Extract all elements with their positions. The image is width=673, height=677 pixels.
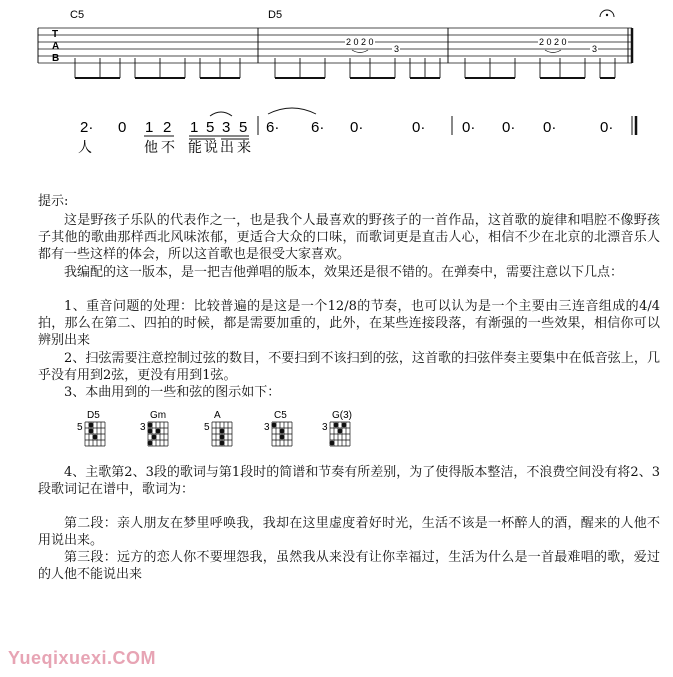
fret-number: 3 — [394, 44, 400, 54]
lyric-char: 人 — [78, 140, 92, 156]
jianpu-note: 0· — [412, 119, 426, 136]
fret-number-group: 2 0 2 0 — [539, 37, 567, 47]
jianpu-note: 2· — [80, 119, 94, 136]
chord-diagram-fret: 3 — [264, 422, 270, 433]
jianpu-note: 1 — [145, 119, 154, 136]
tab-clef-letter: B — [52, 53, 60, 64]
notes-paragraph: 这是野孩子乐队的代表作之一，也是我个人最喜欢的野孩子的一首作品，这首歌的旋律和唱腔不像野孩子其他的歌曲那样西北风味浓郁，更适合大众的口味，而歌词更是直击人心，相信不少在北京的北漂音乐人都有一些这样的体会，所以这首歌也是很受大家喜欢。 — [38, 213, 660, 262]
chord-diagram-fret: 3 — [322, 422, 328, 433]
chord-name: D5 — [268, 9, 283, 21]
notes-paragraph: 3、本曲用到的一些和弦的图示如下： — [64, 385, 281, 400]
lyrics-verse-2: 第二段：亲人朋友在梦里呼唤我，我却在这里虚度着好时光，生活不该是一杯醉人的酒，醒来的人他不用说出来。 — [38, 516, 660, 548]
chord-diagrams — [0, 408, 673, 458]
notes-paragraph: 4、主歌第2、3段的歌词与第1段时的简谱和节奏有所差别，为了使得版本整洁，不浪费空间没有将2、3段歌词记在谱中，歌词为： — [38, 465, 660, 497]
jianpu-note: 3 — [222, 119, 231, 136]
jianpu-note: 5 — [239, 119, 248, 136]
chord-diagram-fret: 5 — [77, 422, 83, 433]
lyric-char: 说 — [204, 140, 218, 156]
jianpu-note: 0· — [462, 119, 476, 136]
jianpu-note: 6· — [266, 119, 280, 136]
lyric-char: 来 — [237, 140, 251, 156]
jianpu-note: 0 — [118, 119, 127, 136]
jianpu-note: 0· — [600, 119, 614, 136]
chord-diagram-fret: 5 — [204, 422, 210, 433]
rhythm-stems — [75, 58, 615, 78]
chord-diagram-name: G(3) — [332, 410, 352, 421]
chord-diagram-name: D5 — [87, 410, 100, 421]
lyric-char: 不 — [161, 140, 175, 156]
notes-heading: 提示: — [38, 194, 69, 209]
jianpu-note: 0· — [350, 119, 364, 136]
chord-diagram-name: C5 — [274, 410, 287, 421]
jianpu-underlines — [144, 136, 249, 139]
jianpu-note: 2 — [163, 119, 172, 136]
fret-number: 3 — [592, 44, 598, 54]
guitar-tab-staff — [0, 0, 673, 175]
jianpu-note: 5 — [206, 119, 215, 136]
chord-name: C5 — [70, 9, 85, 21]
lyrics-verse-3: 第三段：远方的恋人你不要埋怨我，虽然我从来没有让你幸福过，生活为什么是一首最难唱的歌，爱过的人他不能说出来 — [38, 550, 660, 582]
lyric-char: 他 — [144, 140, 158, 156]
notes-paragraph: 2、扫弦需要注意控制过弦的数目，不要扫到不该扫到的弦，这首歌的扫弦伴奏主要集中在低音弦上，几乎没有用到2弦，更没有用到1弦。 — [38, 351, 660, 383]
lyric-char: 出 — [220, 140, 234, 156]
chord-diagram-name: A — [214, 410, 221, 421]
jianpu-notation — [80, 119, 613, 136]
site-watermark: Yueqixuexi.COM — [8, 648, 157, 668]
fret-number-group: 2 0 2 0 — [346, 37, 374, 47]
tab-clef-letter: A — [52, 41, 60, 52]
jianpu-note: 6· — [311, 119, 325, 136]
slurs — [210, 108, 316, 116]
tab-clef-letter: T — [52, 29, 59, 40]
jianpu-note: 0· — [543, 119, 557, 136]
jianpu-note: 0· — [502, 119, 516, 136]
notes-paragraph: 1、重音问题的处理：比较普遍的是这是一个12/8的节奏，也可以认为是一个主要由三连音组成的4/4拍，那么在第二、四拍的时候，都是需要加重的，此外，在某些连接段落，有渐强的一些效果，相信你可以辨别出来 — [38, 299, 660, 348]
lyrics-line — [78, 139, 251, 156]
lyric-char: 能 — [188, 140, 202, 156]
fermata-icon — [600, 10, 614, 17]
notes-paragraph: 我编配的这一版本，是一把吉他弹唱的版本，效果还是很不错的。在弹奏中，需要注意以下几点： — [64, 265, 624, 280]
chord-diagram-name: Gm — [150, 410, 167, 421]
jianpu-note: 1 — [190, 119, 199, 136]
chord-diagram-fret: 3 — [140, 422, 146, 433]
